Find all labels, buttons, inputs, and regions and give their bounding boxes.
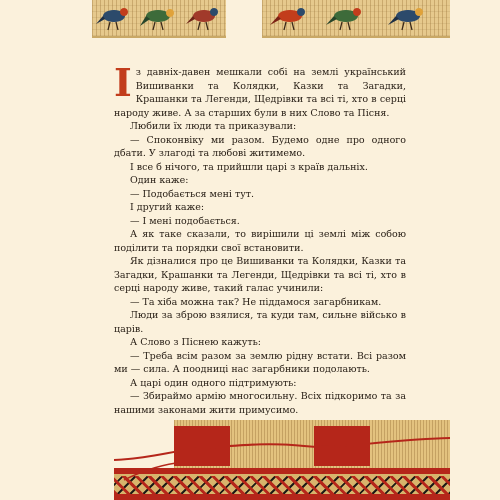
bird-icon — [186, 2, 222, 32]
story-text — [114, 60, 406, 417]
bird-icon — [388, 2, 428, 32]
drop-cap: І — [114, 60, 132, 105]
paragraph: Один каже: — [130, 175, 189, 186]
paragraph: А як таке сказали, то вирішили ці землі між собою поділити та порядки свої встановити. — [114, 229, 406, 254]
top-straw-panel-right — [262, 0, 450, 38]
bird-icon — [96, 2, 132, 32]
paragraph: Любили їх люди та приказували: — [130, 121, 297, 132]
bird-icon — [326, 2, 366, 32]
paragraph: А царі один одного підтримують: — [130, 377, 297, 389]
paragraph: — І мені подобається. — [130, 215, 240, 227]
paragraph: І другий каже: — [130, 202, 205, 213]
paragraph: І все б нічого, та прийшли царі з країв дальніх. — [130, 161, 368, 173]
paragraph: Люди за зброю взялися, та куди там, сильне військо в царів. — [114, 310, 406, 335]
paragraph: — Та хіба можна так? Не піддамося загарбникам. — [130, 296, 382, 308]
top-straw-panel-left — [92, 0, 226, 38]
paragraph: — Подобається мені тут. — [130, 188, 255, 200]
paragraph: Із давніх-давен мешкали собі на землі український Вишиванки та Колядки, Казки та Загадки, Крашанки та Легенди, Щедрівки та всі ті, хто в серці народу живе. А за старших були в них Слово та Пісня. — [114, 60, 406, 119]
paragraph: — Споконвіку ми разом. Будемо одне про одного дбати. У злагоді та любові житимемо. — [114, 134, 406, 159]
paragraph: А Слово з Піснею кажуть: — [130, 337, 261, 348]
paragraph: — Збираймо армію многосильну. Всіх підкоримо та за нашими законами жити примусимо. — [114, 391, 406, 416]
paragraph: Як дізналися про це Вишиванки та Колядки, Казки та Загадки, Крашанки та Легенди, Щедрівки та всі ті, хто в серці народу живе, такий галас учинили: — [114, 256, 406, 294]
bottom-embroidery-ornament — [114, 420, 450, 500]
red-thread-icon — [114, 420, 450, 500]
bird-icon — [140, 2, 180, 32]
bird-icon — [270, 2, 310, 32]
paragraph: — Треба всім разом за землю рідну встати. Всі разом ми — сила. А поодниці нас загарбники подолають. — [114, 350, 406, 375]
